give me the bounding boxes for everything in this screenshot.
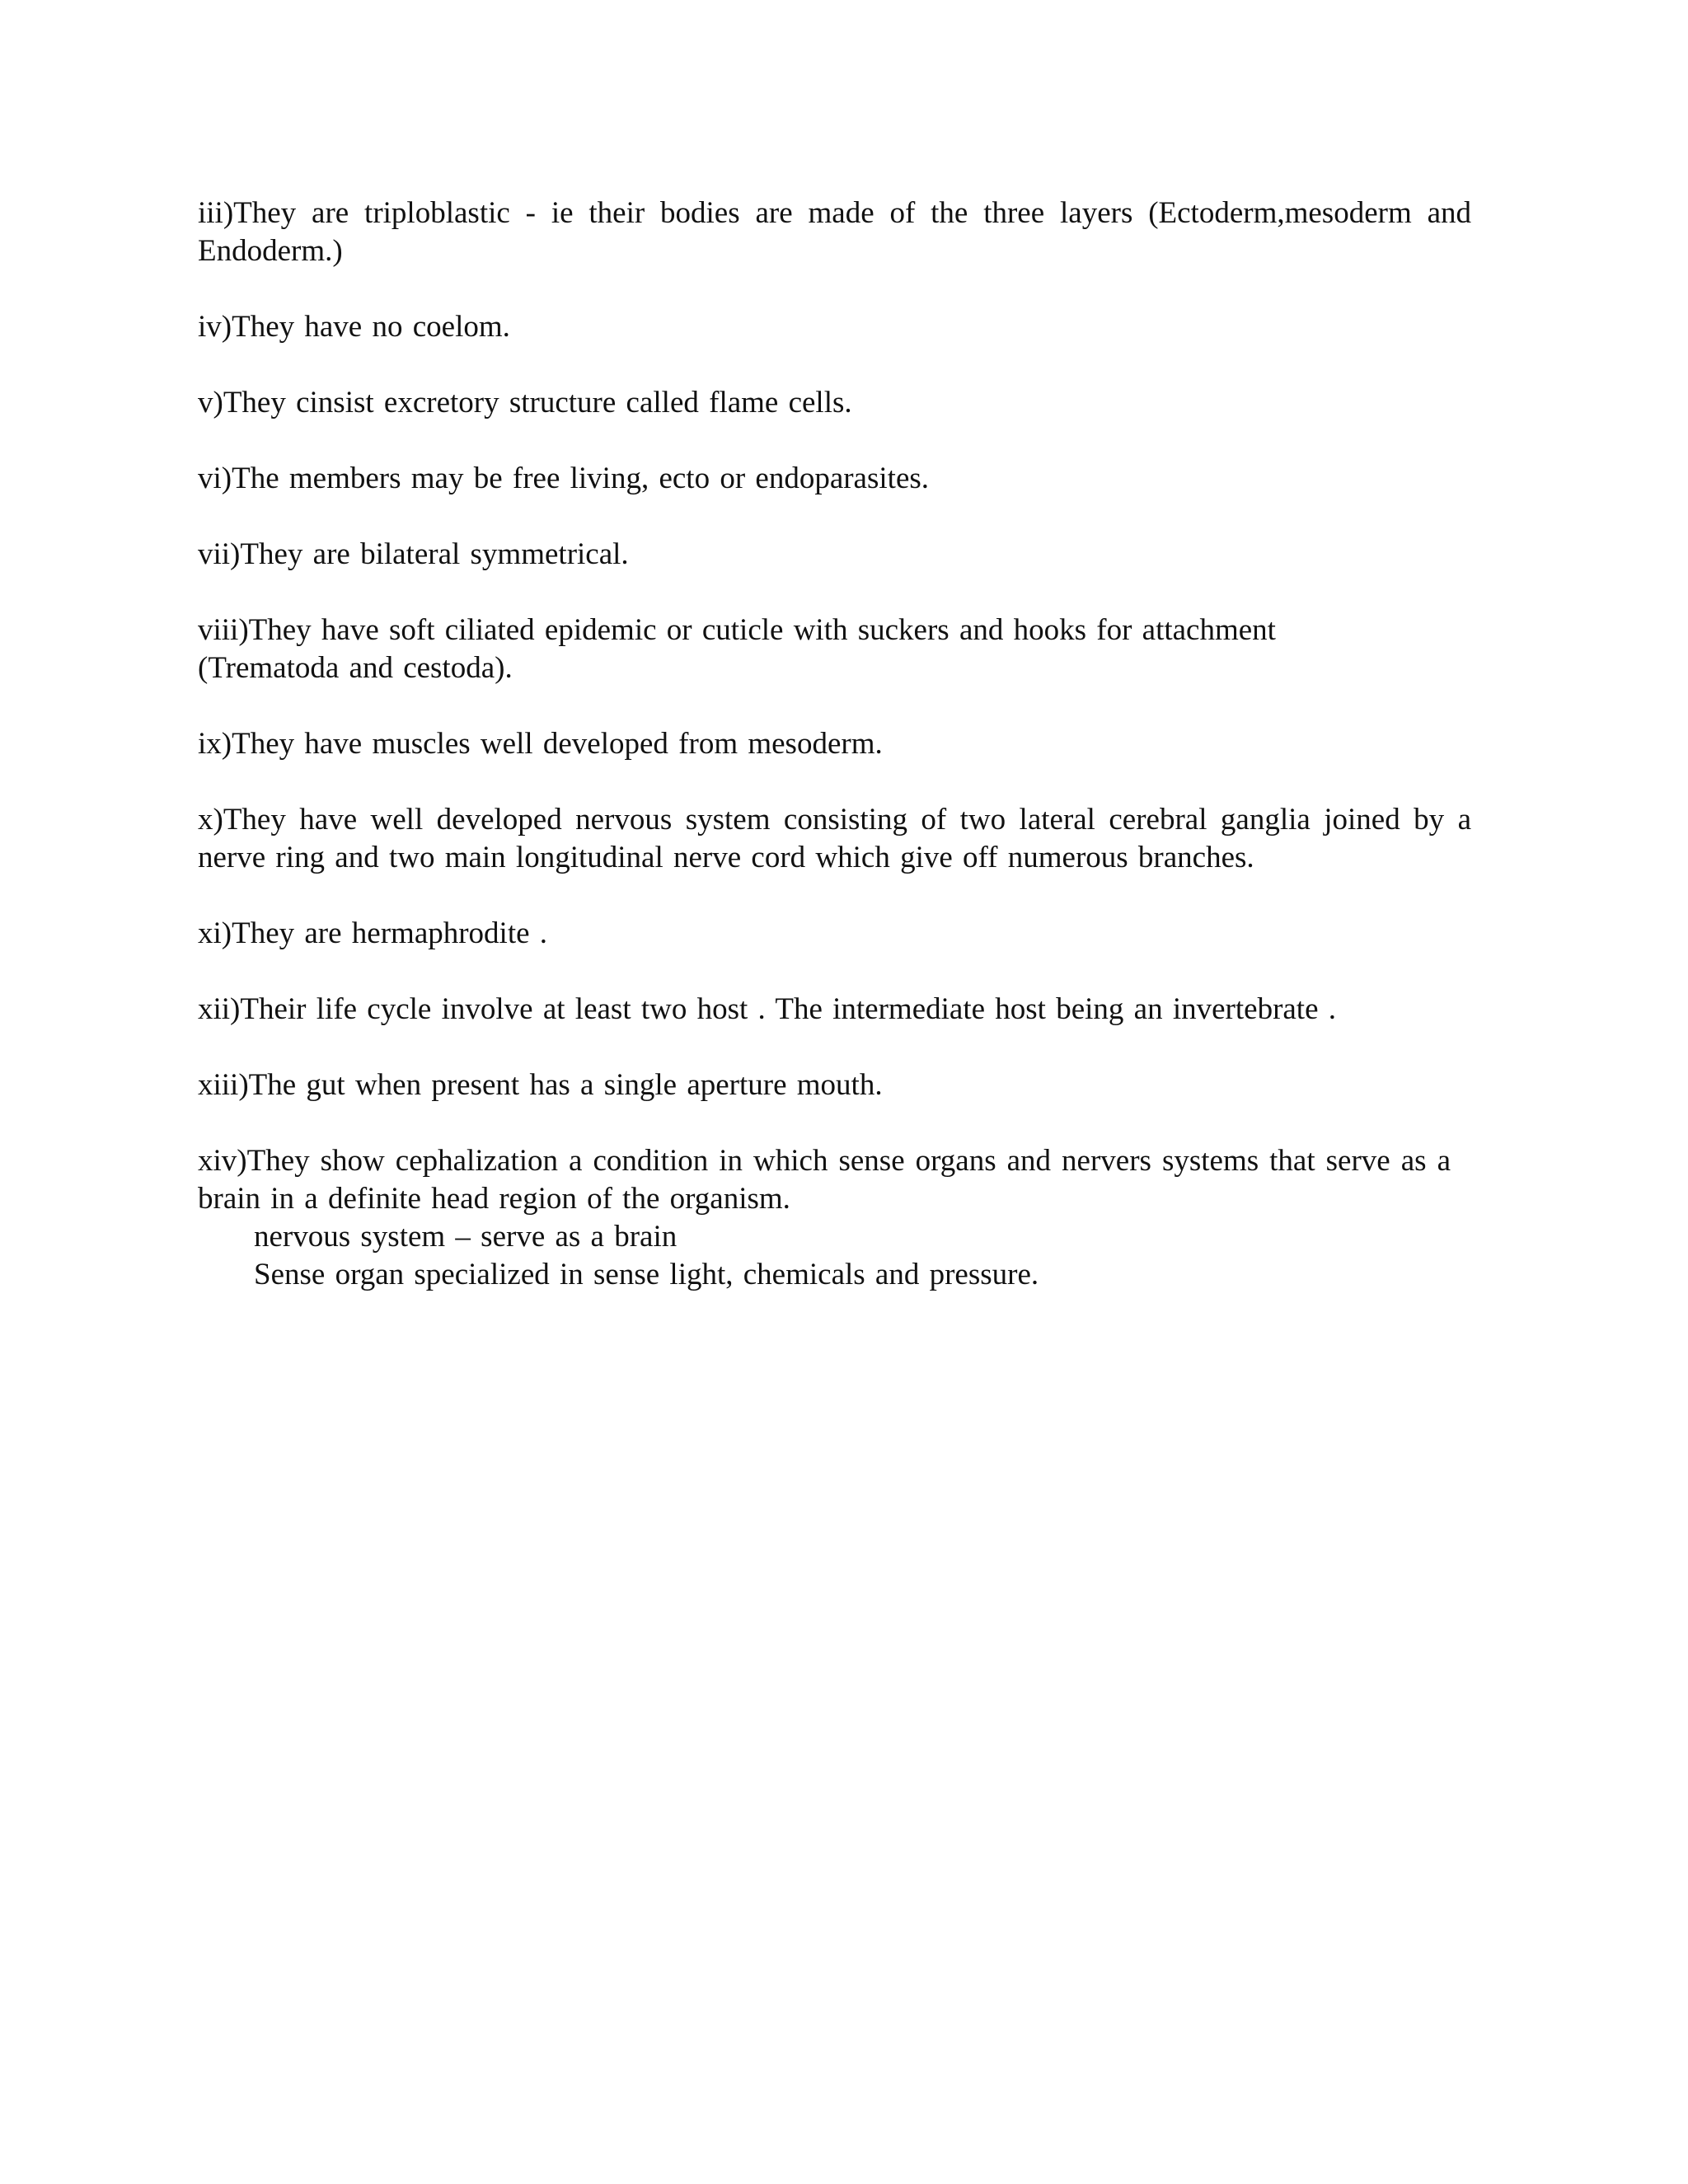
list-item: viii)They have soft ciliated epidemic or cuticle with suckers and hooks for attachment (Trematoda and cestoda).: [198, 613, 1276, 685]
sub-item: nervous system – serve as a brain: [254, 1220, 678, 1254]
list-item: iv)They have no coelom.: [198, 310, 510, 344]
sub-item: Sense organ specialized in sense light, chemicals and pressure.: [254, 1258, 1039, 1291]
list-item: xiii)The gut when present has a single aperture mouth.: [198, 1068, 883, 1102]
list-item: v)They cinsist excretory structure called flame cells.: [198, 386, 852, 419]
list-item: xi)They are hermaphrodite .: [198, 916, 548, 950]
list-item: xiv)They show cephalization a condition in which sense organs and nervers systems that serve as a brain in a definite head region of the organism.: [198, 1144, 1451, 1216]
list-item: xii)Their life cycle involve at least two host . The intermediate host being an invertebrate .: [198, 992, 1337, 1026]
list-item: iii)They are triploblastic - ie their bodies are made of the three layers (Ectoderm,mesoderm and Endoderm.): [198, 196, 1471, 268]
document-body: [198, 194, 1471, 1294]
list-item: ix)They have muscles well developed from mesoderm.: [198, 727, 883, 761]
list-item: vi)The members may be free living, ecto or endoparasites.: [198, 462, 930, 495]
list-item: x)They have well developed nervous system consisting of two lateral cerebral ganglia joined by a nerve ring and two main longitudinal nerve cord which give off numerous branches.: [198, 803, 1471, 874]
list-item: vii)They are bilateral symmetrical.: [198, 537, 629, 571]
